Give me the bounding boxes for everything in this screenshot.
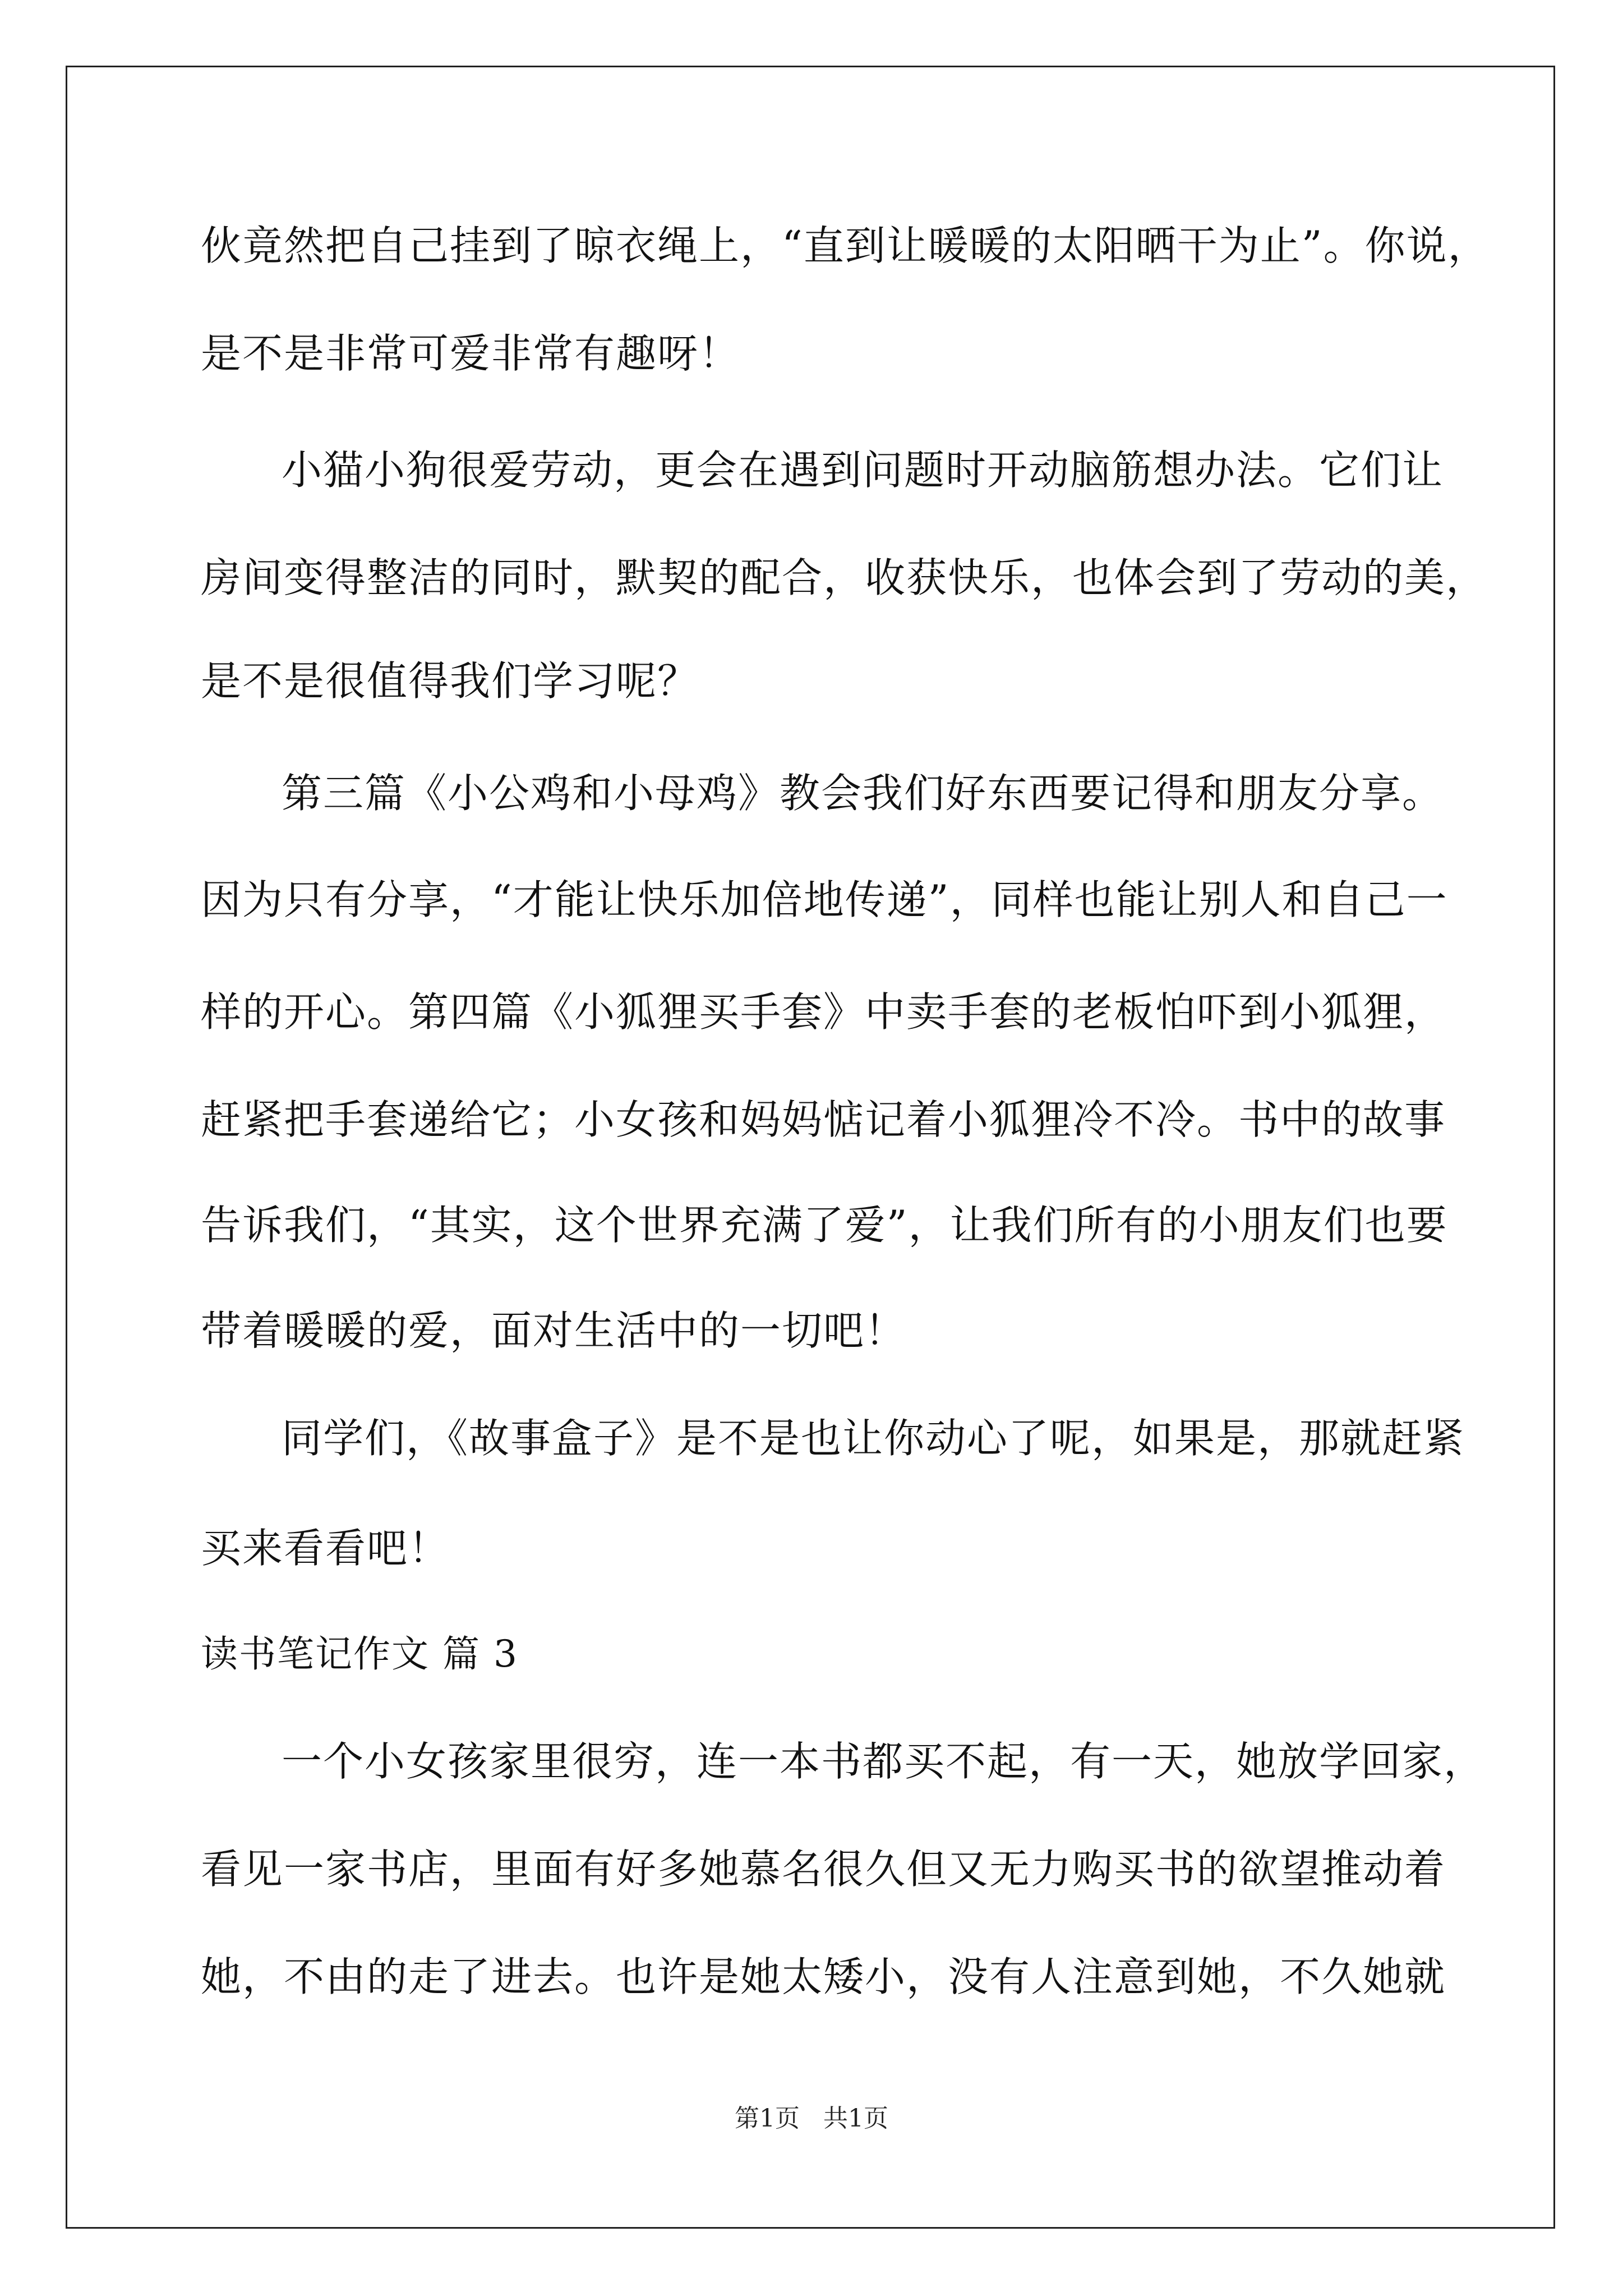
text-line: 样的开心。第四篇《小狐狸买手套》中卖手套的老板怕吓到小狐狸， bbox=[201, 988, 1446, 1036]
section-heading: 读书笔记作文 篇 3 bbox=[201, 1632, 518, 1676]
text-line: 告诉我们，“其实，这个世界充满了爱”，让我们所有的小朋友们也要 bbox=[201, 1202, 1448, 1249]
text-line: 买来看看吧！ bbox=[201, 1525, 450, 1572]
paragraph-start: 第三篇《小公鸡和小母鸡》教会我们好东西要记得和朋友分享。 bbox=[282, 770, 1444, 817]
text-line: 伙竟然把自己挂到了晾衣绳上，“直到让暖暖的太阳晒干为止”。你说， bbox=[201, 222, 1490, 269]
text-line: 房间变得整洁的同时，默契的配合，收获快乐，也体会到了劳动的美， bbox=[201, 554, 1488, 601]
text-line: 她，不由的走了进去。也许是她太矮小，没有人注意到她，不久她就 bbox=[201, 1953, 1446, 2000]
paragraph-start: 一个小女孩家里很穷，连一本书都买不起，有一天，她放学回家， bbox=[282, 1738, 1486, 1785]
page-border bbox=[66, 66, 1555, 2229]
text-line: 是不是很值得我们学习呢？ bbox=[201, 657, 699, 705]
text-line: 带着暖暖的爱，面对生活中的一切吧！ bbox=[201, 1307, 907, 1354]
paragraph-start: 同学们，《故事盒子》是不是也让你动心了呢，如果是，那就赶紧 bbox=[282, 1415, 1465, 1462]
text-line: 因为只有分享，“才能让快乐加倍地传递”，同样也能让别人和自己一 bbox=[201, 876, 1448, 923]
text-line: 赶紧把手套递给它；小女孩和妈妈惦记着小狐狸冷不冷。书中的故事 bbox=[201, 1096, 1446, 1143]
page-footer: 第1页 共1页 bbox=[735, 2104, 888, 2133]
text-line: 看见一家书店，里面有好多她慕名很久但又无力购买书的欲望推动着 bbox=[201, 1846, 1446, 1893]
text-line: 是不是非常可爱非常有趣呀！ bbox=[201, 330, 741, 377]
paragraph-start: 小猫小狗很爱劳动，更会在遇到问题时开动脑筋想办法。它们让 bbox=[282, 447, 1444, 494]
